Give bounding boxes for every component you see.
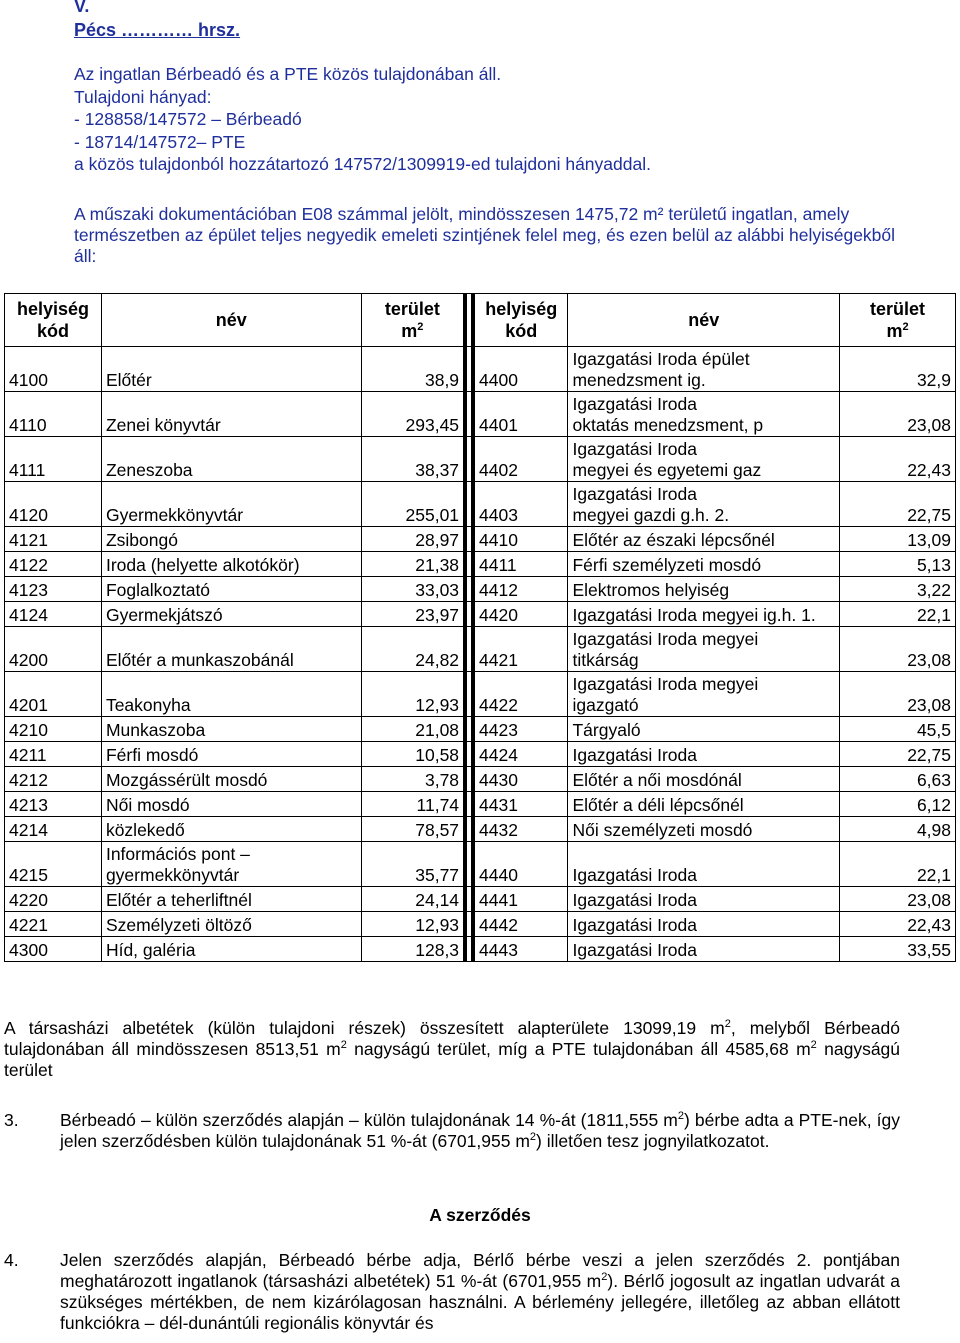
room-area: 6,12 (840, 792, 956, 817)
room-code: 4100 (5, 347, 102, 392)
technical-description: A műszaki dokumentációban E08 számmal jelölt, mindösszesen 1475,72 m² területű ingatlan, amely természetben az épület teljes negyedik emeleti szintjének felel meg, és ezen belül az alábbi helyiségekből áll: (74, 204, 896, 266)
table-row (5, 482, 956, 527)
room-name: Személyzeti öltöző (101, 912, 361, 937)
room-name: Igazgatási Iroda (568, 912, 840, 937)
room-area: 33,55 (840, 937, 956, 962)
column-separator (465, 887, 473, 912)
room-name: Igazgatási Iroda megyei gazdi g.h. 2. (568, 482, 840, 527)
room-code: 4442 (473, 912, 568, 937)
room-code: 4211 (5, 742, 102, 767)
room-area: 10,58 (361, 742, 465, 767)
table-row (5, 527, 956, 552)
table-row (5, 792, 956, 817)
room-name: Előtér az északi lépcsőnél (568, 527, 840, 552)
clause-3-number: 3. (4, 1110, 19, 1130)
table-row (5, 817, 956, 842)
room-code: 4400 (473, 347, 568, 392)
room-area: 22,75 (840, 482, 956, 527)
column-separator (465, 742, 473, 767)
room-area: 22,1 (840, 842, 956, 887)
intro-line-3: - 128858/147572 – Bérbeadó (74, 109, 302, 129)
room-area: 22,43 (840, 912, 956, 937)
column-separator (465, 294, 473, 347)
room-name: Férfi személyzeti mosdó (568, 552, 840, 577)
room-name: Mozgássérült mosdó (101, 767, 361, 792)
room-name: Elektromos helyiség (568, 577, 840, 602)
column-separator (465, 937, 473, 962)
room-area: 22,75 (840, 742, 956, 767)
room-area: 13,09 (840, 527, 956, 552)
document-header (74, 0, 240, 41)
column-separator (465, 767, 473, 792)
header-code-2: helyiség kód (473, 294, 568, 347)
table-row (5, 717, 956, 742)
room-code: 4443 (473, 937, 568, 962)
room-name: Női mosdó (101, 792, 361, 817)
room-code: 4431 (473, 792, 568, 817)
table-row (5, 347, 956, 392)
room-area: 6,63 (840, 767, 956, 792)
room-code: 4213 (5, 792, 102, 817)
room-code: 4215 (5, 842, 102, 887)
room-code: 4212 (5, 767, 102, 792)
table-header-row (5, 294, 956, 347)
room-name: Igazgatási Iroda (568, 887, 840, 912)
column-separator (465, 717, 473, 742)
room-name: közlekedő (101, 817, 361, 842)
room-area: 128,3 (361, 937, 465, 962)
room-name: Igazgatási Iroda megyei igazgató (568, 672, 840, 717)
room-code: 4120 (5, 482, 102, 527)
room-name: Munkaszoba (101, 717, 361, 742)
room-name: Férfi mosdó (101, 742, 361, 767)
room-area: 24,82 (361, 627, 465, 672)
area-summary: A társasházi albetétek (külön tulajdoni részek) összesített alapterülete 13099,19 $m^2$, melyből Bérbeadó tulajdonában áll mindösszesen 8513,51 $m^2$ nagyságú terület, míg a PTE tulajdonában áll 4585,68 $m^2$ nagyságú terület (4, 1018, 901, 1080)
room-name: Zenei könyvtár (101, 392, 361, 437)
room-area: 293,45 (361, 392, 465, 437)
room-name: Előtér a munkaszobánál (101, 627, 361, 672)
room-code: 4441 (473, 887, 568, 912)
room-code: 4401 (473, 392, 568, 437)
intro-line-5: a közös tulajdonból hozzátartozó 147572/1309919-ed tulajdoni hányaddal. (74, 154, 651, 174)
room-name: Iroda (helyette alkotókör) (101, 552, 361, 577)
room-area: 11,74 (361, 792, 465, 817)
room-name: Előtér a teherliftnél (101, 887, 361, 912)
room-code: 4210 (5, 717, 102, 742)
ownership-intro (74, 64, 944, 177)
room-area: 24,14 (361, 887, 465, 912)
table-row (5, 842, 956, 887)
room-area: 4,98 (840, 817, 956, 842)
room-code: 4411 (473, 552, 568, 577)
room-name: Igazgatási Iroda (568, 742, 840, 767)
room-code: 4422 (473, 672, 568, 717)
room-area: 21,08 (361, 717, 465, 742)
column-separator (465, 437, 473, 482)
column-separator (465, 842, 473, 887)
header-area: terület $m^2$ (361, 294, 465, 347)
room-name: Igazgatási Iroda épület menedzsment ig. (568, 347, 840, 392)
room-name: Igazgatási Iroda megyei és egyetemi gaz (568, 437, 840, 482)
room-name: Igazgatási Iroda megyei titkárság (568, 627, 840, 672)
room-name: Gyermekkönyvtár (101, 482, 361, 527)
column-separator (465, 552, 473, 577)
table-body (5, 347, 956, 962)
table-row (5, 672, 956, 717)
room-name: Igazgatási Iroda megyei ig.h. 1. (568, 602, 840, 627)
room-code: 4403 (473, 482, 568, 527)
clause-3-text: Bérbeadó – külön szerződés alapján – külön tulajdonának 14 %-át (1811,555 $m^2$) bérbe adta a PTE-nek, így jelen szerződésben külön tulajdonának 51 %-át (6701,955 $m^2$) illetően tesz jognyilatkozatot. (60, 1110, 900, 1151)
room-code: 4430 (473, 767, 568, 792)
room-area: 45,5 (840, 717, 956, 742)
room-name: Női személyzeti mosdó (568, 817, 840, 842)
room-code: 4424 (473, 742, 568, 767)
table-row (5, 887, 956, 912)
column-separator (465, 482, 473, 527)
room-area: 38,9 (361, 347, 465, 392)
room-code: 4423 (473, 717, 568, 742)
room-code: 4121 (5, 527, 102, 552)
room-name: Igazgatási Iroda oktatás menedzsment, p (568, 392, 840, 437)
room-code: 4220 (5, 887, 102, 912)
header-area-2: terület $m^2$ (840, 294, 956, 347)
header-code: helyiség kód (5, 294, 102, 347)
column-separator (465, 527, 473, 552)
intro-line-4: - 18714/147572– PTE (74, 131, 246, 152)
room-name: Híd, galéria (101, 937, 361, 962)
header-name: név (101, 294, 361, 347)
room-area: 22,1 (840, 602, 956, 627)
header-name-2: név (568, 294, 840, 347)
column-separator (465, 912, 473, 937)
room-area: 23,08 (840, 627, 956, 672)
column-separator (465, 392, 473, 437)
table-row (5, 742, 956, 767)
room-area: 22,43 (840, 437, 956, 482)
room-code: 4111 (5, 437, 102, 482)
room-area: 3,78 (361, 767, 465, 792)
room-area: 23,08 (840, 672, 956, 717)
column-separator (465, 817, 473, 842)
room-area: 23,08 (840, 392, 956, 437)
room-name: Előtér a női mosdónál (568, 767, 840, 792)
room-area: 3,22 (840, 577, 956, 602)
table-row (5, 767, 956, 792)
room-code: 4402 (473, 437, 568, 482)
room-name: Gyermekjátszó (101, 602, 361, 627)
room-code: 4124 (5, 602, 102, 627)
room-code: 4432 (473, 817, 568, 842)
clause-4-number: 4. (4, 1250, 19, 1270)
table-row (5, 937, 956, 962)
column-separator (465, 627, 473, 672)
rooms-table (4, 293, 956, 962)
room-code: 4300 (5, 937, 102, 962)
room-area: 12,93 (361, 912, 465, 937)
room-name: Igazgatási Iroda (568, 937, 840, 962)
room-code: 4421 (473, 627, 568, 672)
room-code: 4110 (5, 392, 102, 437)
table-row (5, 602, 956, 627)
table-row (5, 392, 956, 437)
table-row (5, 627, 956, 672)
room-area: 255,01 (361, 482, 465, 527)
room-area: 38,37 (361, 437, 465, 482)
column-separator (465, 602, 473, 627)
column-separator (465, 347, 473, 392)
room-area: 21,38 (361, 552, 465, 577)
room-name: Információs pont – gyermekkönyvtár (101, 842, 361, 887)
room-code: 4200 (5, 627, 102, 672)
room-name: Zeneszoba (101, 437, 361, 482)
section-number: V. (74, 0, 90, 16)
room-code: 4201 (5, 672, 102, 717)
room-area: 28,97 (361, 527, 465, 552)
room-code: 4410 (473, 527, 568, 552)
room-code: 4412 (473, 577, 568, 602)
room-area: 23,97 (361, 602, 465, 627)
table-row (5, 437, 956, 482)
room-name: Teakonyha (101, 672, 361, 717)
location-line: Pécs ………… hrsz. (74, 20, 241, 40)
clause-4 (4, 1250, 900, 1334)
column-separator (465, 792, 473, 817)
room-area: 5,13 (840, 552, 956, 577)
room-area: 35,77 (361, 842, 465, 887)
room-area: 23,08 (840, 887, 956, 912)
intro-line-1: Az ingatlan Bérbeadó és a PTE közös tulajdonában áll. (74, 64, 502, 84)
room-code: 4440 (473, 842, 568, 887)
room-name: Előtér (101, 347, 361, 392)
room-code: 4123 (5, 577, 102, 602)
table-row (5, 912, 956, 937)
room-area: 12,93 (361, 672, 465, 717)
room-area: 32,9 (840, 347, 956, 392)
room-code: 4221 (5, 912, 102, 937)
clause-4-text: Jelen szerződés alapján, Bérbeadó bérbe adja, Bérlő bérbe veszi a jelen szerződés 2. pontjában meghatározott ingatlanok (társasházi albetétek) 51 %-át (6701,955 $m^2$). Bérlő jogosult az ingatlan udvarát a szükséges mértékben, de nem kizárólagosan használni. A bérlemény jellegére, illetőleg az abban ellátott funkciókra – dél-dunántúli regionális könyvtár és (60, 1250, 900, 1333)
room-area: 78,57 (361, 817, 465, 842)
room-name: Előtér a déli lépcsőnél (568, 792, 840, 817)
table-row (5, 577, 956, 602)
column-separator (465, 672, 473, 717)
room-name: Foglalkoztató (101, 577, 361, 602)
clause-3 (4, 1110, 900, 1152)
room-code: 4214 (5, 817, 102, 842)
contract-title: A szerződés (429, 1205, 531, 1225)
table-row (5, 552, 956, 577)
room-area: 33,03 (361, 577, 465, 602)
room-code: 4420 (473, 602, 568, 627)
room-code: 4122 (5, 552, 102, 577)
column-separator (465, 577, 473, 602)
intro-line-2: Tulajdoni hányad: (74, 86, 212, 107)
room-name: Zsibongó (101, 527, 361, 552)
room-name: Tárgyaló (568, 717, 840, 742)
room-name: Igazgatási Iroda (568, 842, 840, 887)
